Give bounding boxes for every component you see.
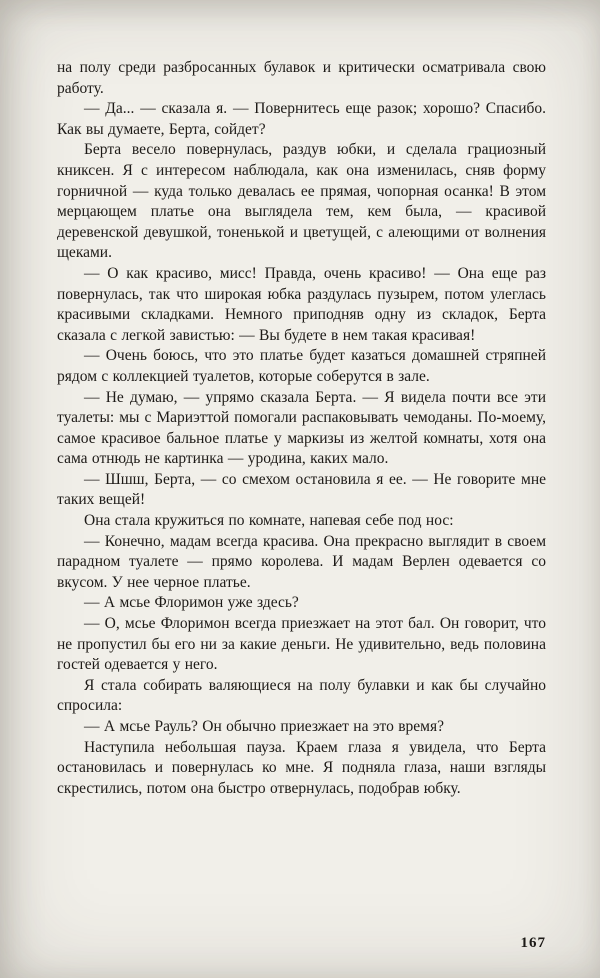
paragraph: — Не думаю, — упрямо сказала Берта. — Я видела почти все эти туалеты: мы с Мариэттой помогали распаковывать чемоданы. По-моему, самое красивое бальное платье у маркизы из желтой комнаты, хотя она сама отнюдь не картинка — уродина, каких мало.	[57, 388, 546, 468]
paragraph: — Да... — сказала я. — Повернитесь еще разок; хорошо? Спасибо. Как вы думаете, Берта, сойдет?	[57, 100, 546, 138]
text-block	[57, 58, 546, 799]
paragraph: — Очень боюсь, что это платье будет казаться домашней стряпней рядом с коллекцией туалетов, которые соберутся в зале.	[57, 347, 546, 385]
paragraph: на полу среди разбросанных булавок и критически осматривала свою работу.	[57, 59, 546, 97]
paragraph: — О как красиво, мисс! Правда, очень красиво! — Она еще раз повернулась, так что широкая юбка раздулась пузырем, потом улеглась красивыми складками. Немного приподняв одну из складок, Берта сказала с легкой завистью: — Вы будете в нем такая красивая!	[57, 264, 546, 344]
paragraph: — Конечно, мадам всегда красива. Она прекрасно выглядит в своем парадном туалете — прямо королева. И мадам Верлен одевается со вкусом. У нее черное платье.	[57, 532, 546, 591]
paragraph: Наступила небольшая пауза. Краем глаза я увидела, что Берта остановилась и повернулась ко мне. Я подняла глаза, наши взгляды скрестились, потом она быстро отвернулась, подобрав юбку.	[57, 738, 546, 797]
paragraph: Берта весело повернулась, раздув юбки, и сделала грациозный книксен. Я с интересом наблюдала, как она изменилась, сняв форму горничной — куда только девалась ее прямая, чопорная осанка! В этом мерцающем платье она выглядела тем, кем была, — красивой деревенской девушкой, тоненькой и цветущей, с алеющими от волнения щеками.	[57, 141, 546, 262]
page-number: 167	[520, 935, 546, 951]
paragraph: Она стала кружиться по комнате, напевая себе под нос:	[84, 512, 454, 530]
paragraph: — А мсье Рауль? Он обычно приезжает на это время?	[84, 718, 444, 735]
paragraph: — А мсье Флоримон уже здесь?	[84, 594, 299, 612]
paragraph: Я стала собирать валяющиеся на полу булавки и как бы случайно спросила:	[57, 676, 546, 715]
paragraph: — Шшш, Берта, — со смехом остановила я ее. — Не говорите мне таких вещей!	[57, 470, 546, 509]
paragraph: — О, мсье Флоримон всегда приезжает на этот бал. Он говорит, что не пропустил бы его ни за какие деньги. Не удивительно, ведь половина гостей одевается у него.	[57, 615, 546, 674]
